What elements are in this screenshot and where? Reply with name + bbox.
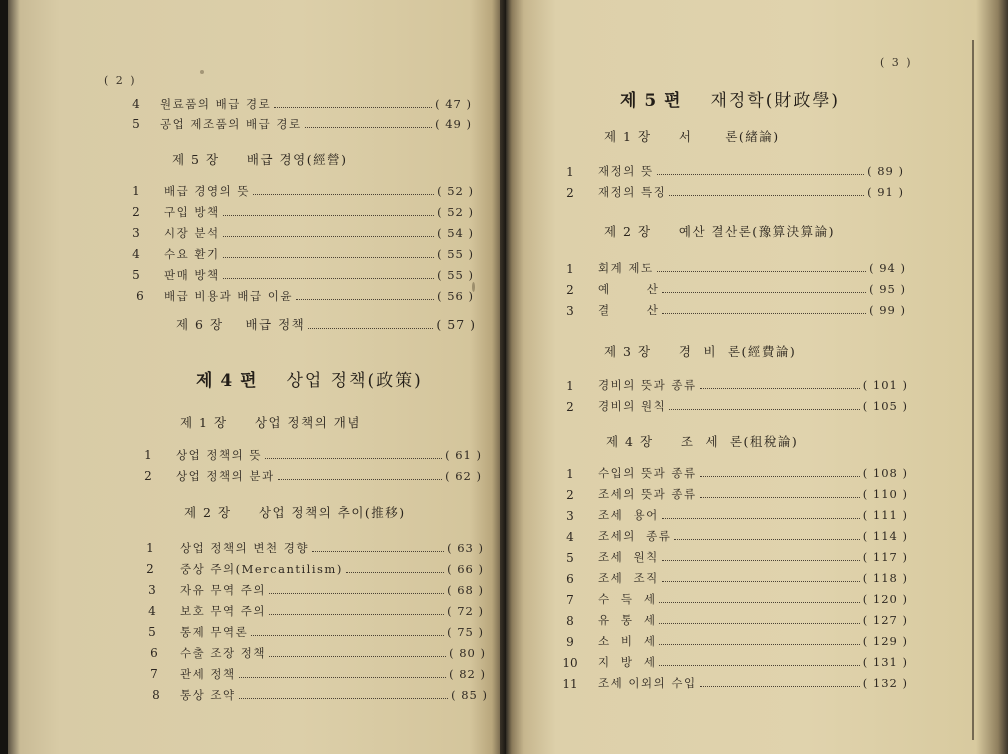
entry-label: 시장 분석 — [164, 226, 220, 240]
leader-dots — [346, 572, 444, 573]
leader-dots — [700, 497, 860, 498]
entry-number: 5 — [132, 117, 140, 131]
entry-page: ( 120 ) — [862, 592, 908, 606]
entry-page: ( 62 ) — [445, 469, 482, 483]
entry-page: ( 72 ) — [447, 604, 484, 618]
part-number: 제 5 편 — [620, 91, 682, 111]
toc-entry — [164, 288, 474, 304]
entry-label: 조세 조직 — [598, 571, 659, 585]
entry-label: 조세 용어 — [598, 508, 659, 522]
entry-label: 예 산 — [598, 282, 660, 296]
page-number: ( 2 ) — [104, 74, 137, 87]
entry-number: 2 — [132, 205, 140, 219]
entry-number: 6 — [566, 572, 574, 586]
entry-label: 판매 방책 — [164, 268, 220, 282]
entry-number: 2 — [566, 283, 574, 297]
entry-label: 구입 방책 — [164, 205, 220, 219]
entry-number: 2 — [144, 469, 152, 483]
entry-label: 통상 조약 — [180, 688, 236, 702]
leader-dots — [659, 623, 859, 624]
toc-entry — [598, 281, 906, 297]
entry-label: 자유 무역 주의 — [180, 583, 266, 597]
toc-entry — [164, 246, 474, 262]
toc-entry — [598, 675, 908, 691]
leader-dots — [305, 127, 433, 128]
entry-number: 5 — [148, 625, 156, 639]
leader-dots — [223, 257, 434, 258]
page-number: ( 3 ) — [880, 56, 913, 69]
leader-dots — [662, 313, 866, 314]
entry-page: ( 117 ) — [862, 550, 908, 564]
entry-label: 수입의 뜻과 종류 — [598, 466, 697, 480]
toc-entry — [598, 612, 908, 628]
leader-dots — [239, 677, 446, 678]
entry-number: 1 — [132, 184, 140, 198]
entry-number: 8 — [152, 688, 160, 702]
leader-dots — [662, 292, 866, 293]
toc-entry — [164, 267, 474, 283]
entry-page: ( 66 ) — [447, 562, 484, 576]
leader-dots — [659, 644, 859, 645]
entry-page: ( 101 ) — [862, 378, 908, 392]
entry-number: 6 — [150, 646, 158, 660]
entry-label: 소 비 세 — [598, 634, 657, 648]
entry-label: 재정의 뜻 — [598, 164, 654, 178]
toc-entry — [180, 666, 486, 682]
toc-entry — [598, 163, 904, 179]
toc-entry — [176, 468, 482, 484]
entry-number: 1 — [146, 541, 154, 555]
page-edge-line — [972, 40, 974, 740]
part-title: 재정학(財政學) — [710, 91, 840, 111]
entry-number: 8 — [566, 614, 574, 628]
entry-page: ( 61 ) — [445, 448, 482, 462]
entry-label: 수 득 세 — [598, 592, 657, 606]
entry-page: ( 47 ) — [435, 97, 472, 111]
entry-label: 원료품의 배급 경로 — [160, 97, 272, 111]
leader-dots — [296, 299, 434, 300]
entry-number: 3 — [566, 509, 574, 523]
entry-label: 상업 정책의 뜻 — [176, 448, 262, 462]
entry-number: 1 — [566, 262, 574, 276]
entry-page: ( 94 ) — [869, 261, 906, 275]
leader-dots — [269, 614, 444, 615]
part-heading — [196, 366, 423, 391]
toc-entry — [598, 398, 908, 414]
leader-dots — [223, 236, 434, 237]
entry-number: 7 — [566, 593, 574, 607]
entry-page: ( 75 ) — [447, 625, 484, 639]
chapter-heading: 제 4 장 조 세 론(租稅論) — [606, 434, 799, 449]
entry-number: 4 — [148, 604, 156, 618]
entry-label: 수요 환기 — [164, 247, 220, 261]
entry-page: ( 127 ) — [862, 613, 908, 627]
entry-label: 제 6 장 배급 정책 — [176, 317, 306, 332]
entry-label: 통제 무역론 — [180, 625, 249, 639]
entry-label: 보호 무역 주의 — [180, 604, 266, 618]
toc-entry — [180, 645, 486, 661]
toc-entry — [598, 507, 908, 523]
entry-number: 1 — [566, 165, 574, 179]
entry-label: 상업 정책의 분과 — [176, 469, 275, 483]
toc-entry — [180, 624, 484, 640]
entry-label: 조세의 뜻과 종류 — [598, 487, 697, 501]
entry-label: 배급 비용과 배급 이윤 — [164, 289, 293, 303]
toc-entry — [598, 591, 908, 607]
entry-page: ( 55 ) — [437, 268, 474, 282]
entry-label: 경비의 뜻과 종류 — [598, 378, 697, 392]
chapter-heading: 제 3 장 경 비 론(經費論) — [604, 344, 797, 359]
entry-page: ( 108 ) — [862, 466, 908, 480]
entry-number: 10 — [562, 656, 578, 670]
entry-number: 4 — [132, 97, 140, 111]
entry-number: 11 — [562, 677, 578, 691]
leader-dots — [662, 518, 860, 519]
toc-entry — [176, 447, 482, 463]
entry-number: 6 — [136, 289, 144, 303]
entry-page: ( 52 ) — [437, 205, 474, 219]
entry-label: 조세 이외의 수입 — [598, 676, 697, 690]
leader-dots — [274, 107, 432, 108]
leader-dots — [269, 656, 446, 657]
part-heading — [620, 86, 840, 111]
entry-number: 2 — [146, 562, 154, 576]
entry-page: ( 54 ) — [437, 226, 474, 240]
toc-entry — [598, 570, 908, 586]
paper-speck — [200, 70, 204, 74]
toc-entry — [598, 654, 908, 670]
entry-label: 지 방 세 — [598, 655, 657, 669]
leader-dots — [251, 635, 444, 636]
chapter-heading: 제 2 장 예산 결산론(豫算決算論) — [604, 224, 836, 239]
entry-page: ( 131 ) — [862, 655, 908, 669]
entry-number: 2 — [566, 186, 574, 200]
chapter-heading: 제 2 장 상업 정책의 추이(推移) — [184, 505, 406, 520]
toc-entry — [180, 603, 484, 619]
toc-entry — [180, 687, 488, 703]
leader-dots — [308, 328, 433, 329]
toc-entry — [598, 465, 908, 481]
entry-label: 배급 경영의 뜻 — [164, 184, 250, 198]
leader-dots — [669, 409, 860, 410]
toc-entry — [180, 561, 484, 577]
leader-dots — [674, 539, 859, 540]
toc-entry — [598, 486, 908, 502]
leader-dots — [269, 593, 444, 594]
entry-number: 1 — [566, 467, 574, 481]
entry-page: ( 56 ) — [437, 289, 474, 303]
leader-dots — [662, 581, 860, 582]
entry-page: ( 85 ) — [451, 688, 488, 702]
left-page-edge — [0, 0, 8, 754]
toc-entry — [598, 302, 906, 318]
entry-label: 관세 정책 — [180, 667, 236, 681]
entry-label: 공업 제조품의 배급 경로 — [160, 117, 302, 131]
entry-label: 조세의 종류 — [598, 529, 672, 543]
leader-dots — [659, 665, 859, 666]
toc-entry — [164, 204, 474, 220]
entry-page: ( 118 ) — [862, 571, 908, 585]
leader-dots — [223, 215, 434, 216]
entry-page: ( 111 ) — [862, 508, 908, 522]
entry-label: 중상 주의(Mercantilism) — [180, 562, 343, 576]
entry-page: ( 55 ) — [437, 247, 474, 261]
leader-dots — [239, 698, 448, 699]
chapter-heading: 제 5 장 배급 경영(經營) — [172, 152, 348, 167]
entry-number: 1 — [566, 379, 574, 393]
toc-entry — [180, 582, 484, 598]
entry-number: 4 — [132, 247, 140, 261]
entry-label: 수출 조장 정책 — [180, 646, 266, 660]
entry-page: ( 91 ) — [867, 185, 904, 199]
entry-page: ( 95 ) — [869, 282, 906, 296]
chapter-heading: 제 1 장 서 론(緖論) — [604, 129, 780, 144]
leader-dots — [253, 194, 434, 195]
leader-dots — [700, 686, 860, 687]
toc-entry — [598, 528, 908, 544]
entry-number: 3 — [148, 583, 156, 597]
entry-page: ( 52 ) — [437, 184, 474, 198]
entry-page: ( 82 ) — [449, 667, 486, 681]
entry-page: ( 57 ) — [436, 317, 476, 332]
leader-dots — [700, 388, 860, 389]
leader-dots — [659, 602, 859, 603]
entry-page: ( 114 ) — [862, 529, 908, 543]
entry-number: 5 — [566, 551, 574, 565]
toc-entry — [180, 540, 484, 556]
toc-entry — [164, 183, 474, 199]
toc-entry — [598, 377, 908, 393]
entry-label: 회계 제도 — [598, 261, 654, 275]
entry-page: ( 129 ) — [862, 634, 908, 648]
entry-number: 3 — [132, 226, 140, 240]
toc-entry — [598, 633, 908, 649]
leader-dots — [278, 479, 443, 480]
entry-number: 3 — [566, 304, 574, 318]
entry-label: 상업 정책의 변천 경향 — [180, 541, 309, 555]
entry-page: ( 132 ) — [862, 676, 908, 690]
entry-label: 재정의 특징 — [598, 185, 667, 199]
entry-label: 조세 원칙 — [598, 550, 659, 564]
toc-entry — [164, 225, 474, 241]
leader-dots — [700, 476, 860, 477]
entry-number: 5 — [132, 268, 140, 282]
entry-number: 9 — [566, 635, 574, 649]
part-title: 상업 정책(政策) — [286, 371, 423, 391]
toc-entry — [598, 549, 908, 565]
entry-page: ( 110 ) — [862, 487, 908, 501]
right-page — [506, 0, 1008, 754]
leader-dots — [223, 278, 434, 279]
entry-page: ( 49 ) — [435, 117, 472, 131]
entry-number: 1 — [144, 448, 152, 462]
entry-number: 7 — [150, 667, 158, 681]
chapter-heading: 제 1 장 상업 정책의 개념 — [180, 415, 361, 430]
entry-label: 결 산 — [598, 303, 660, 317]
entry-number: 4 — [566, 530, 574, 544]
leader-dots — [657, 174, 864, 175]
toc-entry — [598, 184, 904, 200]
entry-label: 경비의 원칙 — [598, 399, 667, 413]
toc-entry — [598, 260, 906, 276]
toc-entry — [160, 116, 472, 132]
chapter-entry — [176, 315, 476, 333]
entry-page: ( 99 ) — [869, 303, 906, 317]
leader-dots — [312, 551, 444, 552]
part-number: 제 4 편 — [196, 371, 258, 391]
leader-dots — [662, 560, 860, 561]
leader-dots — [669, 195, 864, 196]
entry-number: 2 — [566, 488, 574, 502]
entry-number: 2 — [566, 400, 574, 414]
entry-page: ( 89 ) — [867, 164, 904, 178]
entry-page: ( 68 ) — [447, 583, 484, 597]
toc-entry — [160, 96, 472, 112]
entry-label: 유 통 세 — [598, 613, 657, 627]
leader-dots — [265, 458, 442, 459]
leader-dots — [657, 271, 866, 272]
entry-page: ( 63 ) — [447, 541, 484, 555]
entry-page: ( 80 ) — [449, 646, 486, 660]
entry-page: ( 105 ) — [862, 399, 908, 413]
paper-speck — [472, 282, 475, 292]
